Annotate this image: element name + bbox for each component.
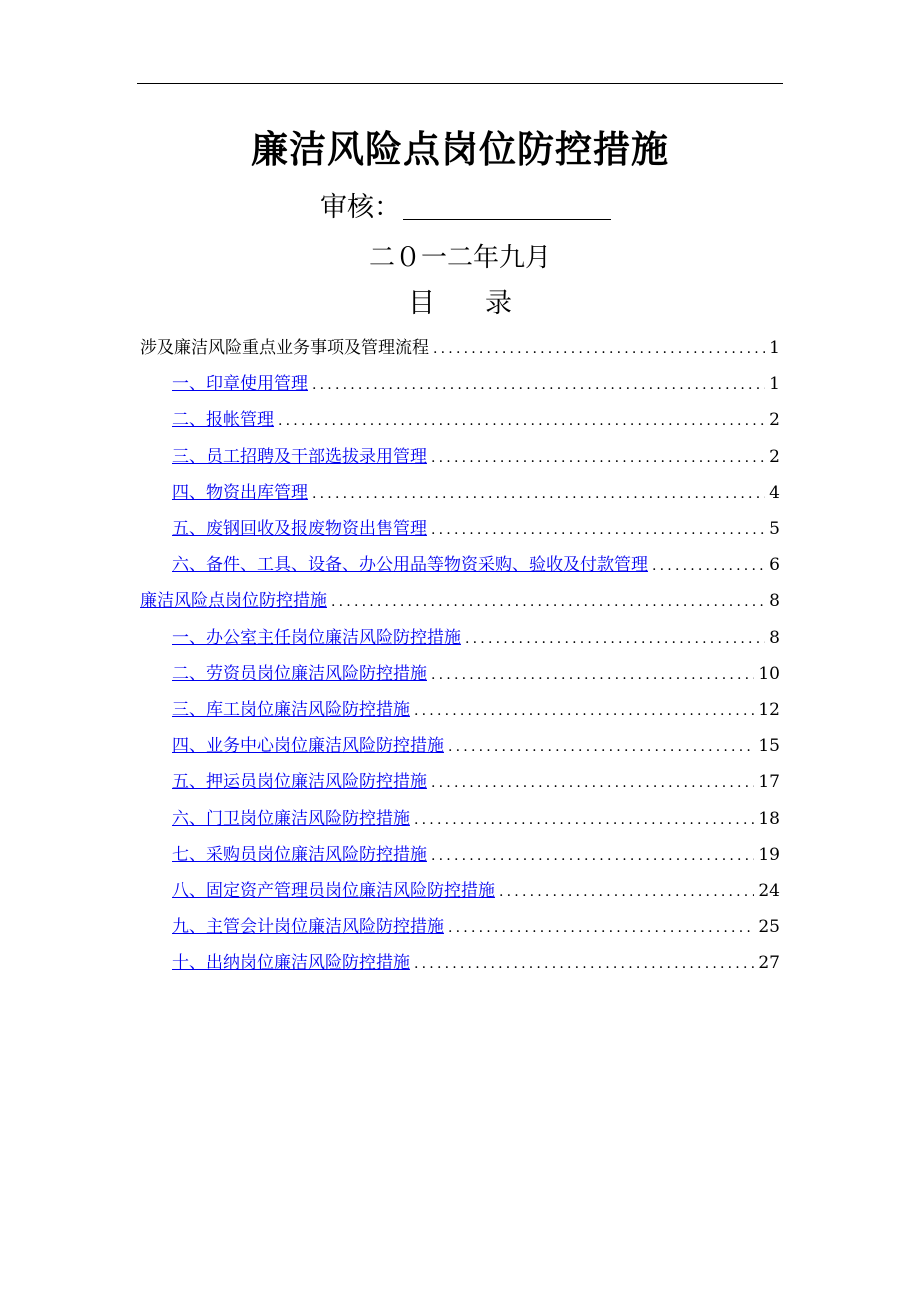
toc-entry[interactable]: [172, 366, 780, 402]
toc-page-number: 1: [769, 374, 780, 395]
toc-dot-leader: [278, 403, 765, 439]
toc-heading: [0, 284, 920, 324]
toc-page-number: 25: [758, 917, 780, 938]
toc-heading-left: 目: [408, 288, 435, 319]
toc-entry[interactable]: [172, 692, 780, 728]
toc-entry[interactable]: [172, 656, 780, 692]
toc-entry[interactable]: [172, 801, 780, 837]
toc-entry-link[interactable]: 十、出纳岗位廉洁风险防控措施: [172, 953, 410, 974]
toc-dot-leader: [433, 331, 765, 367]
toc-page-number: 5: [769, 519, 780, 539]
toc-page-number: 10: [758, 663, 780, 684]
toc-dot-leader: [431, 440, 765, 476]
toc-entry-link[interactable]: 廉洁风险点岗位防控措施: [140, 591, 327, 612]
toc-page-number: 1: [769, 338, 780, 358]
toc-dot-leader: [331, 584, 765, 620]
toc-page-number: 2: [769, 410, 780, 431]
toc-entry[interactable]: [172, 547, 780, 583]
toc-heading-right: 录: [485, 288, 512, 319]
toc-entry-label: 涉及廉洁风险重点业务事项及管理流程: [140, 338, 429, 358]
toc-page-number: 2: [769, 446, 780, 467]
review-signature-line: [403, 219, 611, 220]
review-label: 审核：: [320, 192, 401, 223]
toc-entry-link[interactable]: 七、采购员岗位廉洁风险防控措施: [172, 844, 427, 865]
toc-entry[interactable]: [172, 945, 780, 981]
toc-dot-leader: [312, 367, 765, 403]
toc-entry-link[interactable]: 一、印章使用管理: [172, 374, 308, 395]
toc-page-number: 24: [758, 881, 780, 901]
toc-dot-leader: [431, 765, 754, 801]
toc-page-number: 17: [758, 772, 780, 793]
toc-dot-leader: [414, 693, 754, 729]
toc-dot-leader: [431, 838, 754, 874]
toc-entry-link[interactable]: 二、报帐管理: [172, 410, 274, 431]
toc-entry-link[interactable]: 三、库工岗位廉洁风险防控措施: [172, 700, 410, 720]
toc-entry[interactable]: [172, 475, 780, 511]
toc-entry-link[interactable]: 四、物资出库管理: [172, 482, 308, 503]
toc-dot-leader: [652, 548, 765, 584]
toc-page-number: 6: [769, 555, 780, 576]
toc-entry[interactable]: [140, 583, 780, 619]
toc-entry-link[interactable]: 五、押运员岗位廉洁风险防控措施: [172, 772, 427, 793]
toc-entry-link[interactable]: 四、业务中心岗位廉洁风险防控措施: [172, 736, 444, 757]
toc-entry-link[interactable]: 六、门卫岗位廉洁风险防控措施: [172, 808, 410, 829]
toc-entry: [140, 330, 780, 366]
toc-entry[interactable]: [172, 511, 780, 547]
toc-dot-leader: [499, 874, 754, 910]
toc-page-number: 19: [758, 844, 780, 865]
document-title: 廉洁风险点岗位防控措施: [251, 128, 669, 171]
toc-dot-leader: [431, 657, 754, 693]
toc-entry-link[interactable]: 一、办公室主任岗位廉洁风险防控措施: [172, 627, 461, 648]
toc-entry[interactable]: [172, 837, 780, 873]
header-rule: [137, 83, 783, 84]
toc-dot-leader: [448, 729, 754, 765]
toc-entry[interactable]: [172, 728, 780, 764]
toc-entry[interactable]: [172, 764, 780, 800]
toc-entry-link[interactable]: 六、备件、工具、设备、办公用品等物资采购、验收及付款管理: [172, 555, 648, 576]
toc-entry-link[interactable]: 五、废钢回收及报废物资出售管理: [172, 519, 427, 539]
toc-page-number: 8: [769, 627, 780, 648]
toc-entry[interactable]: [172, 439, 780, 475]
toc-entry-link[interactable]: 三、员工招聘及干部选拔录用管理: [172, 446, 427, 467]
toc-dot-leader: [414, 946, 754, 982]
toc-entry-link[interactable]: 九、主管会计岗位廉洁风险防控措施: [172, 917, 444, 938]
toc-entry[interactable]: [172, 402, 780, 438]
toc-dot-leader: [312, 476, 765, 512]
toc-entry[interactable]: [172, 873, 780, 909]
toc-page-number: 12: [758, 700, 780, 720]
document-date: 二０一二年九月: [368, 243, 551, 273]
toc-page-number: 4: [769, 482, 780, 503]
toc-page-number: 27: [758, 953, 780, 974]
toc-page-number: 15: [758, 736, 780, 757]
toc-entry[interactable]: [172, 909, 780, 945]
toc-page-number: 8: [769, 591, 780, 612]
toc-entry-link[interactable]: 八、固定资产管理员岗位廉洁风险防控措施: [172, 881, 495, 901]
toc-dot-leader: [431, 512, 765, 548]
toc-dot-leader: [448, 910, 754, 946]
toc-dot-leader: [414, 802, 754, 838]
toc-entry-link[interactable]: 二、劳资员岗位廉洁风险防控措施: [172, 663, 427, 684]
toc-page-number: 18: [758, 808, 780, 829]
toc-entry[interactable]: [172, 620, 780, 656]
toc-dot-leader: [465, 621, 765, 657]
